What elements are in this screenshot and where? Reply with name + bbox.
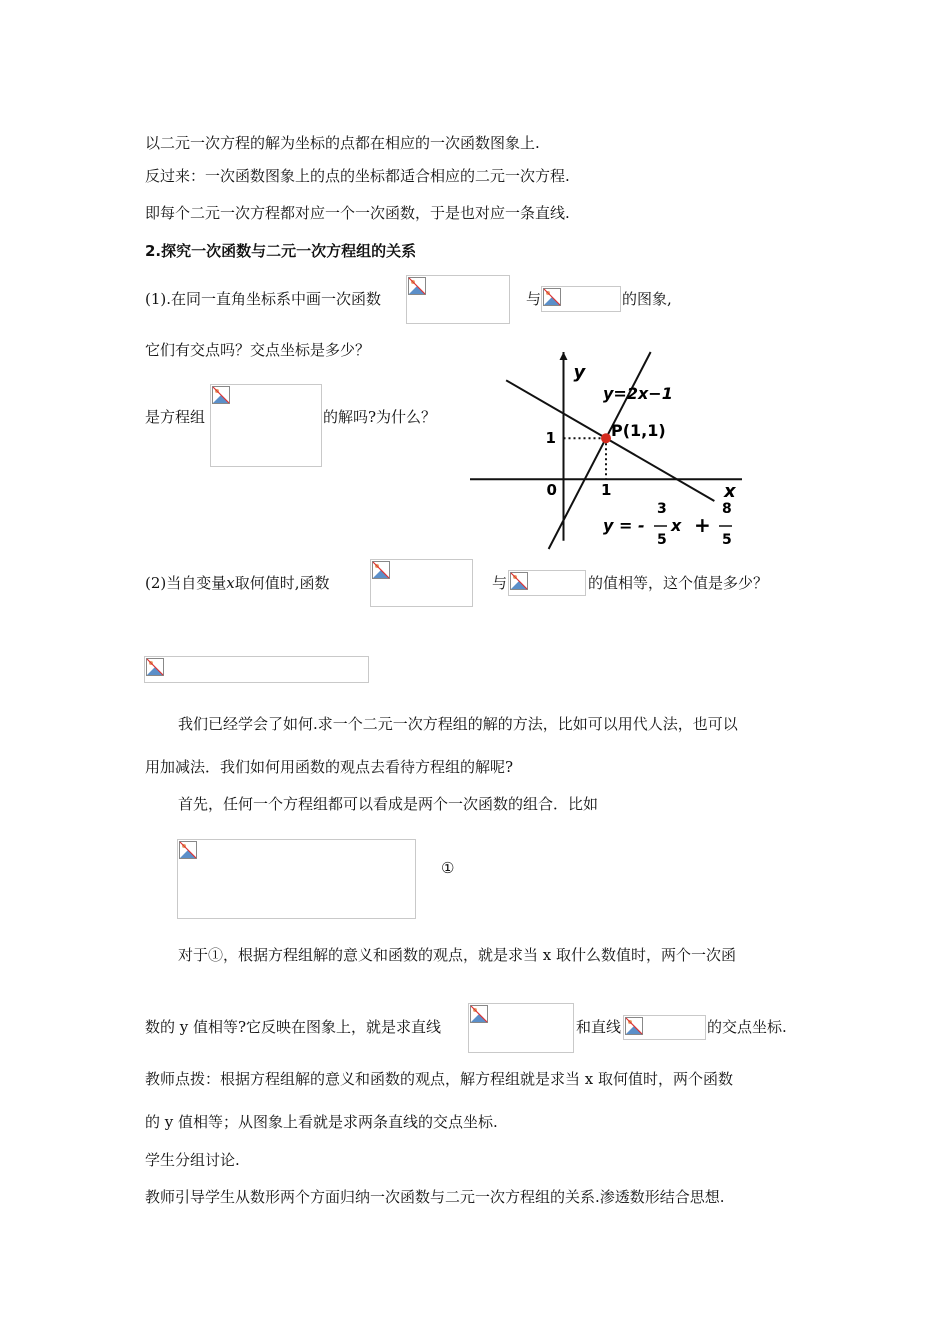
para1-line1: 我们已经学会了如何.求一个二元一次方程组的解的方法，比如可以用代人法，也可以: [178, 715, 738, 733]
origin-label: 0: [546, 481, 557, 500]
y-axis-arrow: [560, 352, 568, 360]
line1-label: y=2x−1: [603, 384, 673, 403]
coordinate-graph: [466, 348, 746, 553]
teacher-tip-line1: 教师点拨：根据方程组解的意义和函数的观点，解方程组就是求当 x 取何值时，两个函数: [145, 1070, 733, 1088]
text-line-1: 以二元一次方程的解为坐标的点都在相应的一次函数图象上.: [145, 134, 540, 152]
section-heading: 2.探究一次函数与二元一次方程组的关系: [145, 242, 417, 260]
broken-image-icon: [408, 277, 426, 295]
equation-image-placeholder: [468, 1003, 574, 1053]
line2-frac2-num: 8: [722, 501, 732, 517]
intersection-point: [601, 433, 611, 443]
circle-one-marker: ①: [441, 859, 455, 877]
text-line-3: 即每个二元一次方程都对应一个一次函数，于是也对应一条直线.: [145, 204, 570, 222]
broken-image-icon: [625, 1017, 643, 1035]
para3-line2-prefix: 数的 y 值相等?它反映在图象上，就是求直线: [145, 1018, 442, 1036]
equation-system-image-placeholder: [177, 839, 416, 919]
equation-image-placeholder: [623, 1015, 706, 1040]
equation-image-placeholder: [541, 286, 621, 312]
q1-line3-suffix: 的解吗?为什么？: [323, 408, 437, 426]
line2-label-lhs: y = -: [603, 516, 645, 535]
equation-image-placeholder: [370, 559, 473, 607]
q2-suffix: 的值相等，这个值是多少？: [588, 574, 769, 592]
q2-mid: 与: [492, 574, 508, 592]
x-axis-label: x: [724, 481, 736, 503]
answer-image-placeholder: [144, 656, 369, 683]
line2-plus: +: [694, 513, 711, 537]
teacher-tip-line2: 的 y 值相等；从图象上看就是求两条直线的交点坐标.: [145, 1113, 498, 1131]
equation-image-placeholder: [406, 275, 510, 324]
para3-line2-suffix: 的交点坐标.: [707, 1018, 787, 1036]
tick-label-y-1: 1: [545, 429, 556, 448]
broken-image-icon: [510, 572, 528, 590]
para2: 首先，任何一个方程组都可以看成是两个一次函数的组合．比如: [178, 795, 599, 813]
q1-line3-prefix: 是方程组: [145, 408, 206, 426]
line2-frac1-num: 3: [657, 501, 667, 517]
para3-line1: 对于①，根据方程组解的意义和函数的观点，就是求当 x 取什么数值时，两个一次函: [178, 946, 736, 964]
q2-prefix: (2)当自变量x取何值时,函数: [145, 574, 330, 592]
para3-line2-mid: 和直线: [576, 1018, 622, 1036]
teacher-guide: 教师引导学生从数形两个方面归纳一次函数与二元一次方程组的关系.渗透数形结合思想.: [145, 1188, 725, 1206]
broken-image-icon: [543, 288, 561, 306]
tick-label-x-1: 1: [601, 481, 612, 500]
broken-image-icon: [470, 1005, 488, 1023]
q1-line2: 它们有交点吗？交点坐标是多少？: [145, 341, 371, 359]
q1-suffix: 的图象,: [622, 290, 672, 308]
q1-prefix: (1).在同一直角坐标系中画一次函数: [145, 290, 382, 308]
text-line-2: 反过来：一次函数图象上的点的坐标都适合相应的二元一次方程.: [145, 167, 570, 185]
line2-frac1-den: 5: [657, 532, 667, 548]
line2-x: x: [671, 516, 682, 535]
group-discussion: 学生分组讨论.: [145, 1151, 240, 1169]
para1-line2: 用加减法．我们如何用函数的观点去看待方程组的解呢?: [145, 758, 514, 776]
broken-image-icon: [212, 386, 230, 404]
broken-image-icon: [179, 841, 197, 859]
broken-image-icon: [146, 658, 164, 676]
q1-mid: 与: [526, 290, 542, 308]
broken-image-icon: [372, 561, 390, 579]
line2-frac2-den: 5: [722, 532, 732, 548]
point-label: P(1,1): [611, 421, 666, 441]
equation-image-placeholder: [508, 570, 586, 596]
y-axis-label: y: [573, 362, 586, 383]
equation-system-image-placeholder: [210, 384, 322, 467]
